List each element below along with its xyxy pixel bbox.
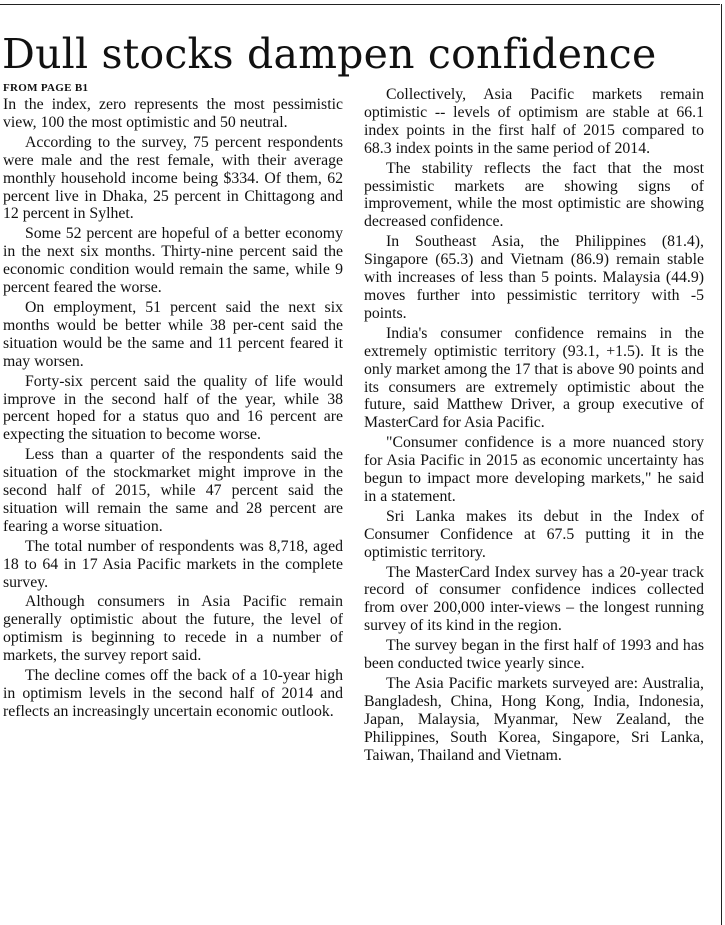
paragraph: Although consumers in Asia Pacific remain generally optimistic about the future, the level of optimism is beginning to recede in a number of markets, the survey report said. [3,593,343,665]
paragraph: India's consumer confidence remains in the extremely optimistic territory (93.1, +1.5). It is the only market among the 17 that is above 90 points and its consumers are extremely optimistic about the future, said Matthew Driver, a group executive of MasterCard for Asia Pacific. [364,324,704,432]
source-line: FROM PAGE B1 [3,82,89,94]
paragraph: Forty-six percent said the quality of life would improve in the second half of the year, while 38 percent hoped for a status quo and 16 percent are expecting the situation to become worse. [3,372,343,444]
paragraph: Some 52 percent are hopeful of a better economy in the next six months. Thirty-nine percent said the economic condition would remain the same, while 9 percent feared the worse. [3,225,343,297]
paragraph: Collectively, Asia Pacific markets remain optimistic -- levels of optimism are stable at 66.1 index points in the first half of 2015 compared to 68.3 index points in the same period of 2014. [364,86,704,157]
paragraph: In the index, zero represents the most pessimistic view, 100 the most optimistic and 50 neutral. [3,96,343,131]
paragraph: The survey began in the first half of 1993 and has been conducted twice yearly since. [364,637,704,673]
paragraph: The MasterCard Index survey has a 20-year track record of consumer confidence indices collected from over 200,000 inter-views – the longest running survey of its kind in the region. [364,563,704,635]
paragraph: The stability reflects the fact that the most pessimistic markets are showing signs of improvement, while the most optimistic are showing decreased confidence. [364,159,704,231]
paragraph: On employment, 51 percent said the next six months would be better while 38 per-cent said the situation would be the same and 11 percent feared it may worsen. [3,298,343,370]
paragraph: In Southeast Asia, the Philippines (81.4), Singapore (65.3) and Vietnam (86.9) remain stable with increases of less than 5 points. Malaysia (44.9) moves further into pessimistic territory with -5 points. [364,233,704,322]
paragraph: According to the survey, 75 percent respondents were male and the rest female, with their average monthly household income being $334. Of them, 62 percent live in Dhaka, 25 percent in Chittagong and 12 percent in Sylhet. [3,133,343,223]
article-column-right [364,86,704,767]
article-headline: Dull stocks dampen confidence [2,30,657,78]
paragraph: Less than a quarter of the respondents said the situation of the stockmarket might improve in the second half of 2015, while 47 percent said the situation will remain the same and 28 percent are fearing a worse situation. [3,446,343,535]
top-border-rule [0,4,720,5]
paragraph: Sri Lanka makes its debut in the Index of Consumer Confidence at 67.5 putting it in the optimistic territory. [364,507,704,561]
paragraph: "Consumer confidence is a more nuanced story for Asia Pacific in 2015 as economic uncertainty has begun to impact more developing markets," he said in a statement. [364,434,704,505]
article-column-left [3,82,343,723]
right-border-rule [721,4,722,925]
paragraph: The decline comes off the back of a 10-year high in optimism levels in the second half of 2014 and reflects an increasingly uncertain economic outlook. [3,667,343,720]
paragraph: The total number of respondents was 8,718, aged 18 to 64 in 17 Asia Pacific markets in the complete survey. [3,537,343,591]
paragraph: The Asia Pacific markets surveyed are: Australia, Bangladesh, China, Hong Kong, India, Indonesia, Japan, Malaysia, Myanmar, New Zealand, the Philippines, South Korea, Singapore, Sri Lanka, Taiwan, Thailand and Vietnam. [364,675,704,764]
